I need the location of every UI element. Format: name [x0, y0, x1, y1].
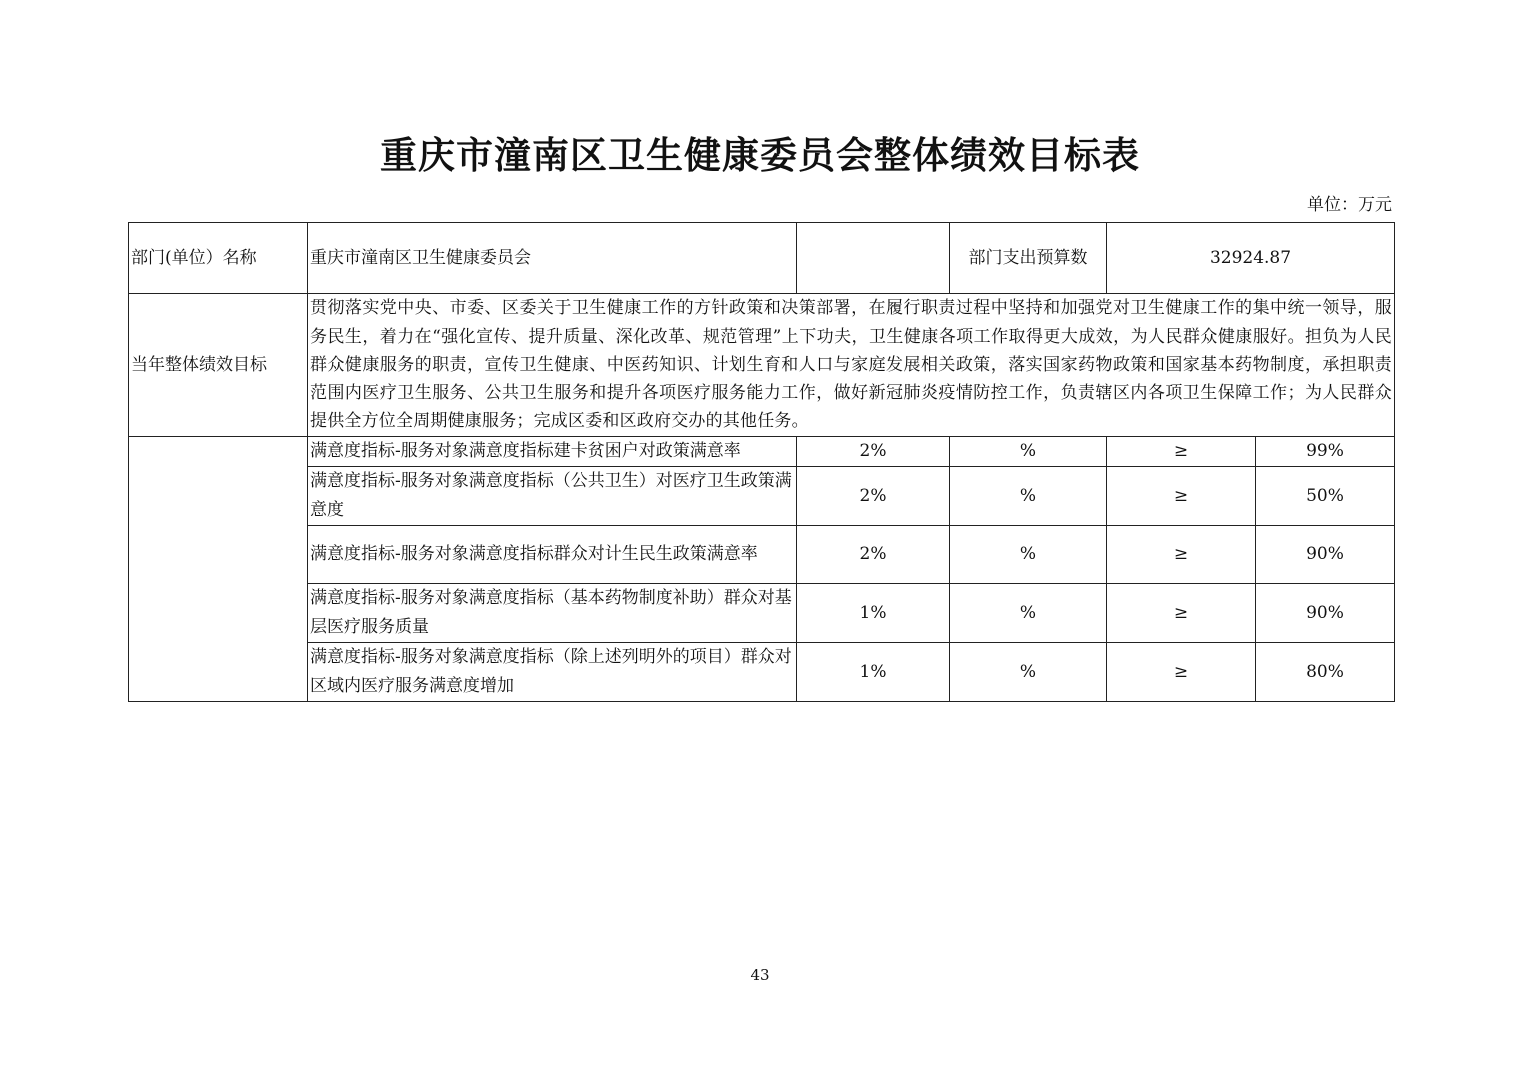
table-row — [129, 584, 1395, 643]
performance-target-table — [128, 222, 1395, 702]
indicator-unit: % — [950, 467, 1107, 526]
budget-label-cell — [797, 223, 950, 294]
indicator-name: 满意度指标-服务对象满意度指标（基本药物制度补助）群众对基层医疗服务质量 — [308, 584, 797, 643]
table-row — [129, 437, 1395, 467]
indicator-operator: ≥ — [1107, 526, 1256, 584]
indicator-category-cell — [129, 437, 308, 702]
indicator-target: 99% — [1256, 437, 1395, 467]
budget-value-cell: 32924.87 — [1107, 223, 1395, 294]
indicator-unit: % — [950, 643, 1107, 702]
goal-text-cell: 贯彻落实党中央、市委、区委关于卫生健康工作的方针政策和决策部署，在履行职责过程中坚持和加强党对卫生健康工作的集中统一领导，服务民生，着力在“强化宣传、提升质量、深化改革、规范管理”上下功夫，卫生健康各项工作取得更大成效，为人民群众健康服好。担负为人民群众健康服务的职责，宣传卫生健康、中医药知识、计划生育和人口与家庭发展相关政策，落实国家药物政策和国家基本药物制度，承担职责范围内医疗卫生服务、公共卫生服务和提升各项医疗服务能力工作，做好新冠肺炎疫情防控工作，负责辖区内各项卫生保障工作；为人民群众提供全方位全周期健康服务；完成区委和区政府交办的其他任务。 — [308, 294, 1395, 437]
indicator-name: 满意度指标-服务对象满意度指标（公共卫生）对医疗卫生政策满意度 — [308, 467, 797, 526]
indicator-weight: 1% — [797, 584, 950, 643]
indicator-operator: ≥ — [1107, 467, 1256, 526]
table-row — [129, 643, 1395, 702]
indicator-name: 满意度指标-服务对象满意度指标建卡贫困户对政策满意率 — [308, 437, 797, 467]
indicator-unit: % — [950, 437, 1107, 467]
indicator-target: 80% — [1256, 643, 1395, 702]
indicator-operator: ≥ — [1107, 584, 1256, 643]
indicator-weight: 2% — [797, 467, 950, 526]
indicator-unit: % — [950, 526, 1107, 584]
dept-label-cell: 部门(单位）名称 — [129, 223, 308, 294]
table-row — [129, 467, 1395, 526]
indicator-unit: % — [950, 584, 1107, 643]
indicator-operator: ≥ — [1107, 437, 1256, 467]
indicator-operator: ≥ — [1107, 643, 1256, 702]
indicator-target: 50% — [1256, 467, 1395, 526]
indicator-target: 90% — [1256, 584, 1395, 643]
indicator-target: 90% — [1256, 526, 1395, 584]
dept-name-cell: 重庆市潼南区卫生健康委员会 — [308, 223, 797, 294]
indicator-weight: 2% — [797, 437, 950, 467]
page-number: 43 — [750, 966, 770, 984]
unit-label: 单位：万元 — [1307, 195, 1392, 215]
goal-label-cell: 当年整体绩效目标 — [129, 294, 308, 437]
indicator-name: 满意度指标-服务对象满意度指标（除上述列明外的项目）群众对区域内医疗服务满意度增加 — [308, 643, 797, 702]
table-row-department — [129, 223, 1395, 294]
page-title: 重庆市潼南区卫生健康委员会整体绩效目标表 — [380, 133, 1140, 177]
table-row — [129, 526, 1395, 584]
indicator-weight: 1% — [797, 643, 950, 702]
budget-label-text: 部门支出预算数 — [950, 223, 1107, 294]
table-row-goal — [129, 294, 1395, 437]
indicator-name: 满意度指标-服务对象满意度指标群众对计生民生政策满意率 — [308, 526, 797, 584]
indicator-weight: 2% — [797, 526, 950, 584]
